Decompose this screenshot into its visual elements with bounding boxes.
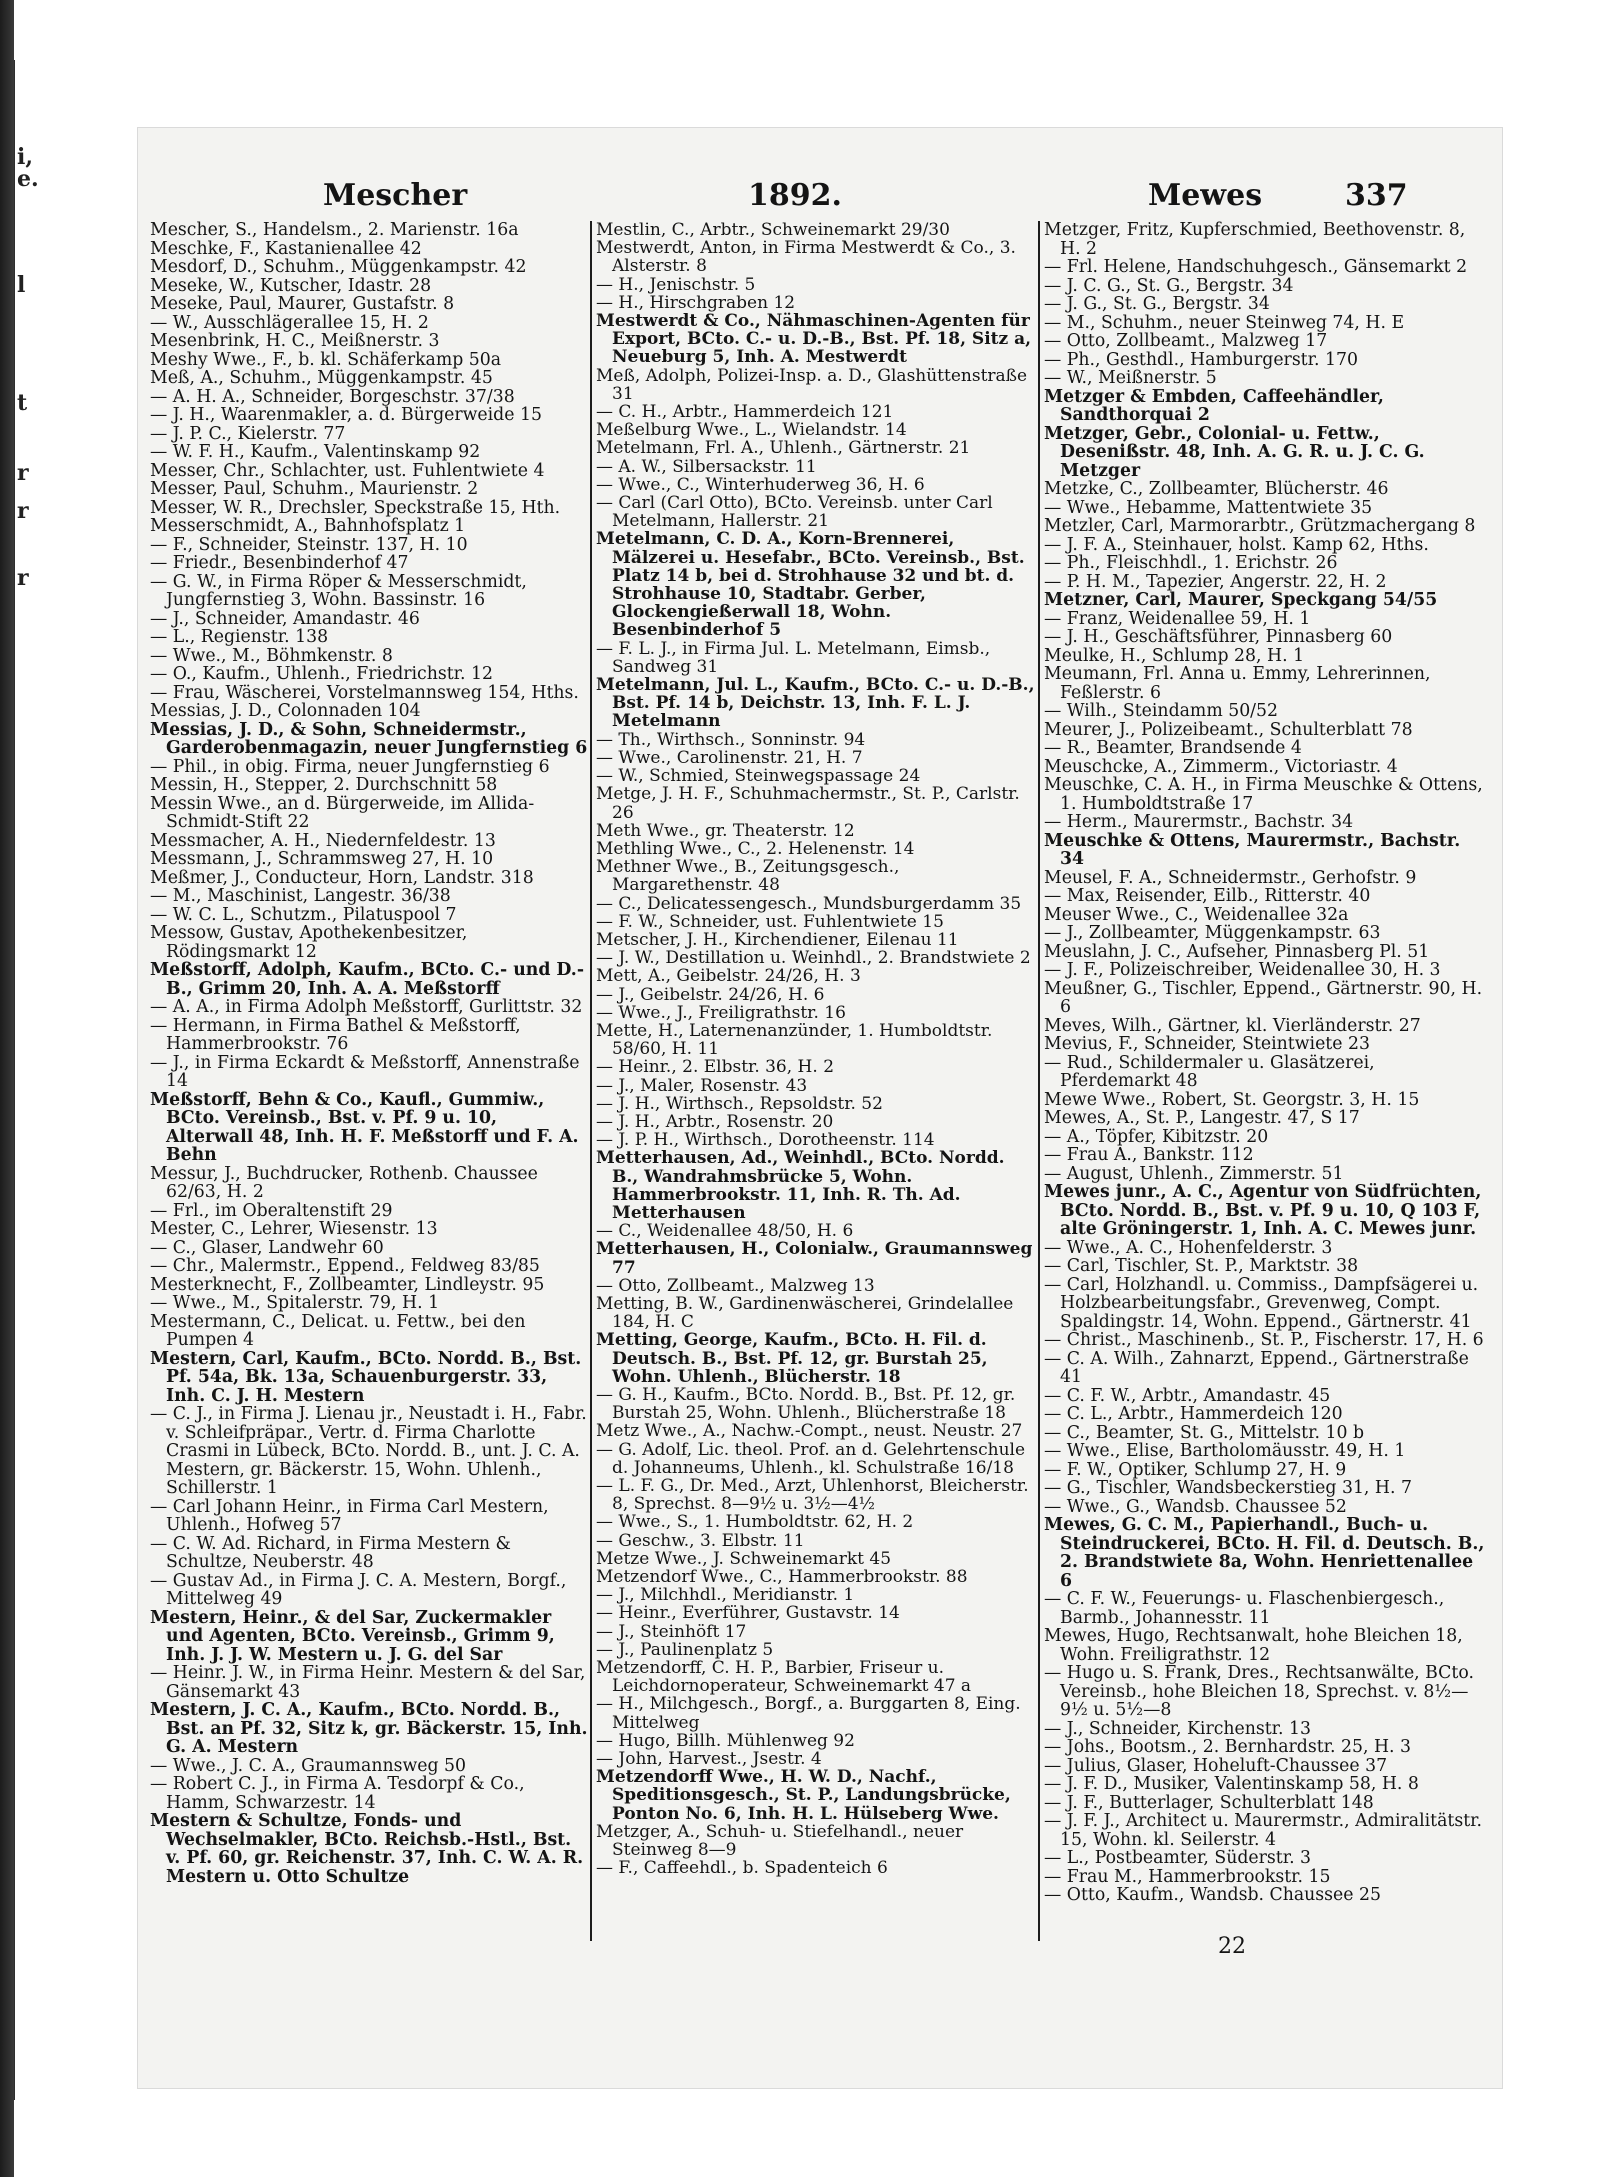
directory-entry: — F., Caffeehdl., b. Spadenteich 6	[596, 1858, 888, 1879]
directory-entry: — Johs., Bootsm., 2. Bernhardstr. 25, H. 3	[1044, 1737, 1412, 1757]
directory-entry: — F. W., Optiker, Schlump 27, H. 9	[1044, 1459, 1347, 1480]
directory-entry: Meves, Wilh., Gärtner, kl. Vierländerstr. 27	[1044, 1015, 1421, 1036]
prev-page-fragment: r	[17, 565, 29, 591]
directory-entry: Metscher, J. H., Kirchendiener, Eilenau 11	[596, 929, 959, 950]
directory-entry: — J., Schneider, Kirchenstr. 13	[1044, 1718, 1312, 1739]
directory-entry: — L., Regienstr. 138	[150, 627, 329, 647]
directory-entry: — G. Adolf, Lic. theol. Prof. an d. Gelehrtenschule d. Johanneums, Uhlenh., kl. Schulstraße 16/18	[596, 1439, 1026, 1478]
directory-entry: Metz Wwe., A., Nachw.-Compt., neust. Neustr. 27	[596, 1421, 1023, 1442]
directory-entry: — F. L. J., in Firma Jul. L. Metelmann, Eimsb., Sandweg 31	[596, 638, 991, 677]
directory-entry: Mewes, A., St. P., Langestr. 47, S 17	[1044, 1108, 1360, 1128]
directory-entry: — Carl Johann Heinr., in Firma Carl Mestern, Uhlenh., Hofweg 57	[150, 1496, 549, 1535]
directory-entry: Mesdorf, D., Schuhm., Müggenkampstr. 42	[150, 257, 527, 277]
directory-entry: Messin Wwe., an d. Bürgerweide, im Allida-Schmidt-Stift 22	[150, 793, 535, 832]
directory-entry: — Otto, Zollbeamt., Malzweg 17	[1044, 331, 1328, 351]
directory-entry: Mestwerdt & Co., Nähmaschinen-Agenten für Export, BCto. C.- u. D.-B., Bst. Pf. 18, Sitz a, Neueburg 5, Inh. A. Mestwerdt	[596, 311, 1032, 368]
directory-entry: Meßstorff, Behn & Co., Kaufl., Gummiw., BCto. Vereinsb., Bst. v. Pf. 9 u. 10, Alterwall 48, Inh. H. F. Meßstorff und F. A. Behn	[150, 1089, 579, 1165]
directory-entry: Metzger, Gebr., Colonial- u. Fettw., Desenißstr. 48, Inh. A. G. R. u. J. C. G. Metzger	[1044, 423, 1425, 481]
directory-entry: — J. P. H., Wirthsch., Dorotheenstr. 114	[596, 1130, 935, 1151]
prev-page-fragment: t	[17, 390, 28, 416]
directory-entry: — Frau, Wäscherei, Vorstelmannsweg 154, Hths.	[150, 682, 579, 703]
directory-entry: Mester, C., Lehrer, Wiesenstr. 13	[150, 1219, 438, 1239]
directory-entry: — F., Schneider, Steinstr. 137, H. 10	[150, 534, 468, 555]
directory-entry: Meß, Adolph, Polizei-Insp. a. D., Glashüttenstraße 31	[596, 365, 1028, 404]
directory-entry: Metzger, A., Schuh- u. Stiefelhandl., neuer Steinweg 8—9	[596, 1821, 964, 1861]
directory-entry: Messin, H., Stepper, 2. Durchschnitt 58	[150, 775, 498, 795]
directory-entry: — J. F., Butterlager, Schulterblatt 148	[1044, 1792, 1374, 1813]
directory-entry: — Otto, Zollbeamt., Malzweg 13	[596, 1275, 875, 1296]
directory-entry: — M., Maschinist, Langestr. 36/38	[150, 886, 451, 906]
directory-entry: — J. W., Destillation u. Weinhdl., 2. Brandstwiete 2	[596, 948, 1031, 969]
directory-entry: — G. W., in Firma Röper & Messerschmidt, Jungfernstieg 3, Wohn. Bassinstr. 16	[150, 571, 527, 610]
directory-entry: Meuschke & Ottens, Maurermstr., Bachstr. 34	[1044, 830, 1461, 869]
directory-entry: Messow, Gustav, Apothekenbesitzer, Rödingsmarkt 12	[150, 923, 468, 962]
prev-page-fragment: r	[17, 460, 29, 486]
directory-entry: — A. H. A., Schneider, Borgeschstr. 37/38	[150, 386, 515, 407]
directory-entry: — Th., Wirthsch., Sonninstr. 94	[596, 729, 866, 750]
directory-entry: Meßmer, J., Conducteur, Horn, Landstr. 318	[150, 867, 534, 888]
directory-entry: — P. H. M., Tapezier, Angerstr. 22, H. 2	[1044, 571, 1387, 592]
directory-entry: — C. L., Arbtr., Hammerdeich 120	[1044, 1404, 1343, 1424]
directory-entry: — J. F., Polizeischreiber, Weidenallee 30, H. 3	[1044, 960, 1441, 980]
directory-column-3	[1044, 221, 1489, 1905]
directory-entry: Messmann, J., Schrammsweg 27, H. 10	[150, 849, 494, 869]
directory-entry: — A. A., in Firma Adolph Meßstorff, Gurlittstr. 32	[150, 997, 583, 1017]
prev-page-fragment: i,	[17, 144, 34, 170]
directory-entry: — C. W. Ad. Richard, in Firma Mestern & Schultze, Neuberstr. 48	[150, 1533, 511, 1572]
directory-entry: — Carl, Holzhandl. u. Commiss., Dampfsägerei u. Holzbearbeitungsfabr., Grevenweg, Compt. Spaldingstr. 14, Wohn. Eppend., Gärtnerstr. 41	[1044, 1274, 1479, 1332]
directory-entry: Mestern & Schultze, Fonds- und Wechselmakler, BCto. Reichsb.-Hstl., Bst. v. Pf. 60, gr. Reichenstr. 37, Inh. C. W. A. R. Mestern u. Otto Schultze	[150, 1811, 584, 1887]
directory-entry: Mescher, S., Handelsm., 2. Marienstr. 16a	[150, 220, 519, 240]
directory-entry: Methner Wwe., B., Zeitungsgesch., Margarethenstr. 48	[596, 857, 900, 896]
directory-entry: — Rud., Schildermaler u. Glasätzerei, Pferdemarkt 48	[1044, 1052, 1375, 1091]
directory-entry: Messias, J. D., & Sohn, Schneidermstr., Garderobenmagazin, neuer Jungfernstieg 6	[150, 719, 588, 758]
directory-entry: Messur, J., Buchdrucker, Rothenb. Chaussee 62/63, H. 2	[150, 1163, 538, 1202]
directory-entry: Mette, H., Laternenanzünder, 1. Humboldtstr. 58/60, H. 11	[596, 1020, 993, 1060]
directory-entry: Messer, W. R., Drechsler, Speckstraße 15, Hth.	[150, 497, 561, 518]
directory-entry: Metzendorff, C. H. P., Barbier, Friseur u. Leichdornoperateur, Schweinemarkt 47 a	[596, 1658, 972, 1697]
directory-entry: — Wwe., M., Böhmkenstr. 8	[150, 645, 393, 666]
directory-entry: Meusel, F. A., Schneidermstr., Gerhofstr. 9	[1044, 867, 1417, 888]
directory-entry: Meth Wwe., gr. Theaterstr. 12	[596, 820, 855, 841]
directory-entry: — Ph., Gesthdl., Hamburgerstr. 170	[1044, 349, 1358, 370]
directory-entry: — C., Glaser, Landwehr 60	[150, 1237, 384, 1258]
directory-column-1	[150, 221, 590, 1886]
directory-entry: Meseke, W., Kutscher, Idastr. 28	[150, 275, 432, 296]
directory-entry: — Wwe., C., Winterhuderweg 36, H. 6	[596, 474, 925, 495]
directory-entry: Meurer, J., Polizeibeamt., Schulterblatt 78	[1044, 719, 1413, 740]
directory-entry: — Heinr., Everführer, Gustavstr. 14	[596, 1603, 900, 1624]
directory-entry: Metelmann, Frl. A., Uhlenh., Gärtnerstr. 21	[596, 438, 971, 459]
directory-entry: — J., Schneider, Amandastr. 46	[150, 608, 420, 629]
directory-entry: — Franz, Weidenallee 59, H. 1	[1044, 608, 1311, 629]
directory-entry: Messias, J. D., Colonnaden 104	[150, 701, 421, 721]
directory-entry: Metzler, Carl, Marmorarbtr., Grützmachergang 8	[1044, 516, 1476, 536]
directory-entry: Meuschcke, A., Zimmerm., Victoriastr. 4	[1044, 756, 1398, 777]
directory-entry: — Herm., Maurermstr., Bachstr. 34	[1044, 812, 1354, 832]
scan-left-edge	[0, 0, 14, 2177]
directory-entry: Meumann, Frl. Anna u. Emmy, Lehrerinnen, Feßlerstr. 6	[1044, 664, 1431, 703]
directory-entry: — J. G., St. G., Bergstr. 34	[1044, 294, 1270, 314]
directory-entry: — A., Töpfer, Kibitzstr. 20	[1044, 1126, 1269, 1147]
directory-entry: — Friedr., Besenbinderhof 47	[150, 553, 409, 573]
directory-entry: Mewes, G. C. M., Papierhandl., Buch- u. Steindruckerei, BCto. H. Fil. d. Deutsch. B., 2. Brandstwiete 8a, Wohn. Henriettenallee 6	[1044, 1515, 1485, 1591]
directory-entry: Metting, George, Kaufm., BCto. H. Fil. d. Deutsch. B., Bst. Pf. 12, gr. Burstah 25, Wohn. Uhlenh., Blücherstr. 18	[596, 1330, 988, 1387]
sheet-signature: 22	[1218, 1934, 1246, 1959]
directory-entry: — W., Meißnerstr. 5	[1044, 368, 1217, 388]
directory-entry: — L., Postbeamter, Süderstr. 3	[1044, 1848, 1312, 1868]
page-header	[138, 178, 1502, 220]
directory-entry: — O., Kaufm., Uhlenh., Friedrichstr. 12	[150, 664, 494, 684]
directory-entry: Metelmann, Jul. L., Kaufm., BCto. C.- u. D.-B., Bst. Pf. 14 b, Deichstr. 13, Inh. F. L. J. Metelmann	[596, 675, 1035, 732]
directory-entry: — Wwe., S., 1. Humboldtstr. 62, H. 2	[596, 1512, 914, 1533]
directory-entry: — Julius, Glaser, Hoheluft-Chaussee 37	[1044, 1755, 1388, 1776]
directory-entry: — Hugo, Billh. Mühlenweg 92	[596, 1730, 855, 1751]
directory-entry: — Wwe., A. C., Hohenfelderstr. 3	[1044, 1237, 1333, 1258]
directory-entry: — J. H., Waarenmakler, a. d. Bürgerweide 15	[150, 405, 542, 425]
directory-entry: Mesenbrink, H. C., Meißnerstr. 3	[150, 331, 440, 351]
directory-entry: Metzger & Embden, Caffeehändler, Sandthorquai 2	[1044, 386, 1384, 425]
directory-entry: — C. A. Wilh., Zahnarzt, Eppend., Gärtnerstraße 41	[1044, 1348, 1469, 1387]
previous-page-margin	[14, 60, 39, 2100]
directory-entry: — F. W., Schneider, ust. Fuhlentwiete 15	[596, 911, 944, 932]
directory-entry: — H., Jenischstr. 5	[596, 274, 756, 295]
directory-entry: — J. F. D., Musiker, Valentinskamp 58, H. 8	[1044, 1774, 1419, 1794]
directory-entry: — J. H., Arbtr., Rosenstr. 20	[596, 1111, 834, 1132]
directory-entry: Meuser Wwe., C., Weidenallee 32a	[1044, 904, 1349, 925]
directory-entry: Meuschke, C. A. H., in Firma Meuschke & Ottens, 1. Humboldtstraße 17	[1044, 775, 1483, 814]
directory-entry: — W. F. H., Kaufm., Valentinskamp 92	[150, 442, 481, 462]
directory-entry: — Chr., Malermstr., Eppend., Feldweg 83/85	[150, 1256, 540, 1276]
directory-entry: Meshy Wwe., F., b. kl. Schäferkamp 50a	[150, 349, 502, 370]
directory-page	[138, 128, 1502, 2088]
prev-page-fragment: e.	[17, 166, 39, 192]
directory-entry: — H., Milchgesch., Borgf., a. Burggarten 8, Eing. Mittelweg	[596, 1694, 1021, 1733]
directory-entry: Metzke, C., Zollbeamter, Blücherstr. 46	[1044, 479, 1389, 499]
directory-entry: — Hermann, in Firma Bathel & Meßstorff, Hammerbrookstr. 76	[150, 1015, 521, 1054]
directory-entry: — H., Hirschgraben 12	[596, 292, 796, 313]
directory-entry: — W. C. L., Schutzm., Pilatuspool 7	[150, 904, 457, 925]
directory-entry: Mestlin, C., Arbtr., Schweinemarkt 29/30	[596, 220, 950, 240]
directory-entry: — J., in Firma Eckardt & Meßstorff, Annenstraße 14	[150, 1052, 580, 1091]
page-number: 337	[1345, 178, 1408, 213]
directory-entry: — G. H., Kaufm., BCto. Nordd. B., Bst. Pf. 12, gr. Burstah 25, Wohn. Uhlenh., Blücherstraße 18	[596, 1385, 1016, 1424]
directory-entry: — Wwe., J. C. A., Graumannsweg 50	[150, 1755, 467, 1776]
directory-entry: — J., Steinhöft 17	[596, 1621, 747, 1642]
directory-entry: — Wwe., Carolinenstr. 21, H. 7	[596, 747, 863, 768]
directory-column-2	[596, 221, 1036, 1877]
directory-entry: Mestern, J. C. A., Kaufm., BCto. Nordd. B., Bst. an Pf. 32, Sitz k, gr. Bäckerstr. 15, Inh. G. A. Mestern	[150, 1700, 588, 1757]
directory-entry: Mett, A., Geibelstr. 24/26, H. 3	[596, 966, 861, 987]
directory-entry: — G., Tischler, Wandsbeckerstieg 31, H. 7	[1044, 1478, 1412, 1498]
directory-entry: — J. P. C., Kielerstr. 77	[150, 423, 346, 444]
directory-entry: — Wwe., M., Spitalerstr. 79, H. 1	[150, 1293, 440, 1313]
directory-entry: — W., Ausschlägerallee 15, H. 2	[150, 312, 429, 333]
directory-entry: — J. C. G., St. G., Bergstr. 34	[1044, 275, 1294, 296]
column-divider	[1038, 221, 1040, 1941]
directory-entry: — J., Geibelstr. 24/26, H. 6	[596, 984, 825, 1005]
directory-entry: Mestern, Carl, Kaufm., BCto. Nordd. B., Bst. Pf. 54a, Bk. 13a, Schauenburgerstr. 33, Inh. C. J. H. Mestern	[150, 1348, 582, 1406]
directory-entry: — August, Uhlenh., Zimmerstr. 51	[1044, 1163, 1344, 1184]
directory-entry: — J. H., Wirthsch., Repsoldstr. 52	[596, 1093, 883, 1114]
directory-entry: — A. W., Silbersackstr. 11	[596, 456, 817, 477]
directory-entry: Metzendorf Wwe., C., Hammerbrookstr. 88	[596, 1567, 968, 1588]
directory-entry: — Frl., im Oberaltenstift 29	[150, 1200, 393, 1221]
directory-entry: Metting, B. W., Gardinenwäscherei, Grindelallee 184, H. C	[596, 1293, 1014, 1333]
directory-entry: Mestermann, C., Delicat. u. Fettw., bei den Pumpen 4	[150, 1311, 526, 1350]
directory-entry: — J. F. A., Steinhauer, holst. Kamp 62, Hths.	[1044, 534, 1429, 555]
directory-entry: — Ph., Fleischhdl., 1. Erichstr. 26	[1044, 553, 1338, 573]
directory-entry: — Frau M., Hammerbrookstr. 15	[1044, 1866, 1331, 1887]
directory-entry: — C. H., Arbtr., Hammerdeich 121	[596, 402, 894, 423]
directory-entry: — J. H., Geschäftsführer, Pinnasberg 60	[1044, 627, 1393, 647]
directory-entry: — C., Delicatessengesch., Mundsburgerdamm 35	[596, 893, 1022, 914]
directory-entry: Mevius, F., Schneider, Steintwiete 23	[1044, 1034, 1370, 1054]
directory-entry: — Heinr., 2. Elbstr. 36, H. 2	[596, 1057, 835, 1078]
directory-entry: — Geschw., 3. Elbstr. 11	[596, 1530, 805, 1551]
prev-page-fragment: l	[17, 272, 26, 298]
directory-entry: — John, Harvest., Jsestr. 4	[596, 1749, 822, 1770]
directory-entry: — W., Schmied, Steinwegspassage 24	[596, 766, 921, 787]
directory-entry: — Heinr. J. W., in Firma Heinr. Mestern & del Sar, Gänsemarkt 43	[150, 1663, 586, 1702]
directory-entry: Mewe Wwe., Robert, St. Georgstr. 3, H. 15	[1044, 1089, 1420, 1110]
directory-entry: — Carl (Carl Otto), BCto. Vereinsb. unter Carl Metelmann, Hallerstr. 21	[596, 493, 993, 532]
directory-entry: Messer, Paul, Schuhm., Maurienstr. 2	[150, 479, 479, 499]
directory-entry: — Gustav Ad., in Firma J. C. A. Mestern, Borgf., Mittelweg 49	[150, 1570, 567, 1609]
directory-entry: Metelmann, C. D. A., Korn-Brennerei, Mälzerei u. Hesefabr., BCto. Vereinsb., Bst. Platz 14 b, bei d. Strohhause 32 und bt. d. Strohhause 10, Stadtabr. Gerber, Glockengießerwall 18, Wohn. Besenbinderhof 5	[596, 529, 1025, 641]
directory-entry: Meuslahn, J. C., Aufseher, Pinnasberg Pl. 51	[1044, 941, 1430, 962]
directory-entry: Meschke, F., Kastanienallee 42	[150, 238, 422, 259]
directory-entry: Mesterknecht, F., Zollbeamter, Lindleystr. 95	[150, 1274, 545, 1295]
directory-entry: Meßelburg Wwe., L., Wielandstr. 14	[596, 420, 907, 441]
directory-entry: Mewes junr., A. C., Agentur von Südfrüchten, BCto. Nordd. B., Bst. v. Pf. 9 u. 10, Q 103 F, alte Gröningerstr. 1, Inh. A. C. Mewes junr.	[1044, 1182, 1482, 1239]
directory-entry: Metterhausen, H., Colonialw., Graumannsweg 77	[596, 1239, 1033, 1278]
directory-entry: Metterhausen, Ad., Weinhdl., BCto. Nordd. B., Wandrahmsbrücke 5, Wohn. Hammerbrookstr. 11, Inh. R. Th. Ad. Metterhausen	[596, 1148, 1005, 1223]
directory-entry: — Wwe., Hebamme, Mattentwiete 35	[1044, 497, 1373, 518]
directory-entry: — C. F. W., Feuerungs- u. Flaschenbiergesch., Barmb., Johannesstr. 11	[1044, 1589, 1445, 1628]
directory-entry: Meßstorff, Adolph, Kaufm., BCto. C.- und D.-B., Grimm 20, Inh. A. A. Meßstorff	[150, 960, 584, 999]
directory-entry: — J., Zollbeamter, Müggenkampstr. 63	[1044, 923, 1381, 943]
directory-entry: — C. F. W., Arbtr., Amandastr. 45	[1044, 1385, 1331, 1406]
directory-entry: Metzner, Carl, Maurer, Speckgang 54/55	[1044, 590, 1438, 610]
directory-entry: — Phil., in obig. Firma, neuer Jungfernstieg 6	[150, 756, 550, 777]
header-year: 1892.	[748, 178, 842, 213]
directory-entry: Mestern, Heinr., & del Sar, Zuckermakler und Agenten, BCto. Vereinsb., Grimm 9, Inh. J. J. W. Mestern u. J. G. del Sar	[150, 1607, 555, 1665]
directory-entry: — J., Milchhdl., Meridianstr. 1	[596, 1585, 855, 1606]
directory-entry: Metzendorff Wwe., H. W. D., Nachf., Speditionsgesch., St. P., Landungsbrücke, Ponton No. 6, Inh. H. L. Hülseberg Wwe.	[596, 1767, 1011, 1824]
directory-entry: Meußner, G., Tischler, Eppend., Gärtnerstr. 90, H. 6	[1044, 978, 1483, 1017]
directory-entry: Meulke, H., Schlump 28, H. 1	[1044, 645, 1305, 666]
directory-entry: — J., Maler, Rosenstr. 43	[596, 1075, 808, 1096]
directory-entry: — Christ., Maschinenb., St. P., Fischerstr. 17, H. 6	[1044, 1330, 1484, 1350]
directory-entry: Meseke, Paul, Maurer, Gustafstr. 8	[150, 294, 455, 314]
directory-entry: — Hugo u. S. Frank, Dres., Rechtsanwälte, BCto. Vereinsb., hohe Bleichen 18, Sprechst. v. 8½—9½ u. 5½—8	[1044, 1663, 1474, 1720]
directory-entry: Mestwerdt, Anton, in Firma Mestwerdt & Co., 3. Alsterstr. 8	[596, 238, 1016, 277]
directory-entry: — C., Weidenallee 48/50, H. 6	[596, 1221, 854, 1242]
directory-entry: — Frau A., Bankstr. 112	[1044, 1145, 1254, 1165]
directory-entry: Messerschmidt, A., Bahnhofsplatz 1	[150, 516, 466, 536]
column-divider	[590, 221, 592, 1941]
directory-entry: — L. F. G., Dr. Med., Arzt, Uhlenhorst, Bleicherstr. 8, Sprechst. 8—9½ u. 3½—4½	[596, 1476, 1029, 1515]
directory-entry: Meß, A., Schuhm., Müggenkampstr. 45	[150, 368, 493, 388]
directory-entry: Metzger, Fritz, Kupferschmied, Beethovenstr. 8, H. 2	[1044, 220, 1466, 259]
directory-entry: — C. J., in Firma J. Lienau jr., Neustadt i. H., Fabr. v. Schleifpräpar., Vertr. d. Firma Charlotte Crasmi in Lübeck, BCto. Nordd. B., unt. J. C. A. Mestern, gr. Bäckerstr. 15, Wohn. Uhlenh., Schillerstr. 1	[150, 1404, 587, 1498]
directory-entry: — J., Paulinenplatz 5	[596, 1639, 774, 1660]
directory-entry: — Wwe., G., Wandsb. Chaussee 52	[1044, 1496, 1347, 1517]
directory-entry: Metze Wwe., J. Schweinemarkt 45	[596, 1548, 892, 1569]
header-left-keyword: Mescher	[323, 178, 468, 213]
prev-page-fragment: r	[17, 498, 29, 524]
header-right-keyword: Mewes	[1148, 178, 1263, 213]
directory-entry: Messer, Chr., Schlachter, ust. Fuhlentwiete 4	[150, 460, 545, 481]
directory-entry: — J. F. J., Architect u. Maurermstr., Admiralitätstr. 15, Wohn. kl. Seilerstr. 4	[1044, 1811, 1483, 1850]
directory-entry: — Frl. Helene, Handschuhgesch., Gänsemarkt 2	[1044, 257, 1468, 277]
directory-entry: — Otto, Kaufm., Wandsb. Chaussee 25	[1044, 1885, 1381, 1905]
directory-entry: — Wilh., Steindamm 50/52	[1044, 701, 1278, 721]
directory-entry: — Wwe., J., Freiligrathstr. 16	[596, 1002, 846, 1023]
directory-entry: Metge, J. H. F., Schuhmachermstr., St. P., Carlstr. 26	[596, 784, 1020, 823]
directory-entry: — Robert C. J., in Firma A. Tesdorpf & Co., Hamm, Schwarzestr. 14	[150, 1774, 525, 1813]
directory-entry: — C., Beamter, St. G., Mittelstr. 10 b	[1044, 1422, 1365, 1443]
directory-entry: — R., Beamter, Brandsende 4	[1044, 738, 1302, 758]
directory-entry: — Wwe., Elise, Bartholomäusstr. 49, H. 1	[1044, 1441, 1406, 1461]
directory-entry: — Carl, Tischler, St. P., Marktstr. 38	[1044, 1256, 1359, 1276]
directory-entry: Methling Wwe., C., 2. Helenenstr. 14	[596, 838, 915, 859]
directory-entry: Messmacher, A. H., Niedernfeldestr. 13	[150, 830, 496, 851]
directory-entry: — M., Schuhm., neuer Steinweg 74, H. E	[1044, 312, 1405, 333]
directory-entry: — Max, Reisender, Eilb., Ritterstr. 40	[1044, 886, 1371, 906]
directory-entry: Mewes, Hugo, Rechtsanwalt, hohe Bleichen 18, Wohn. Freiligrathstr. 12	[1044, 1626, 1463, 1665]
